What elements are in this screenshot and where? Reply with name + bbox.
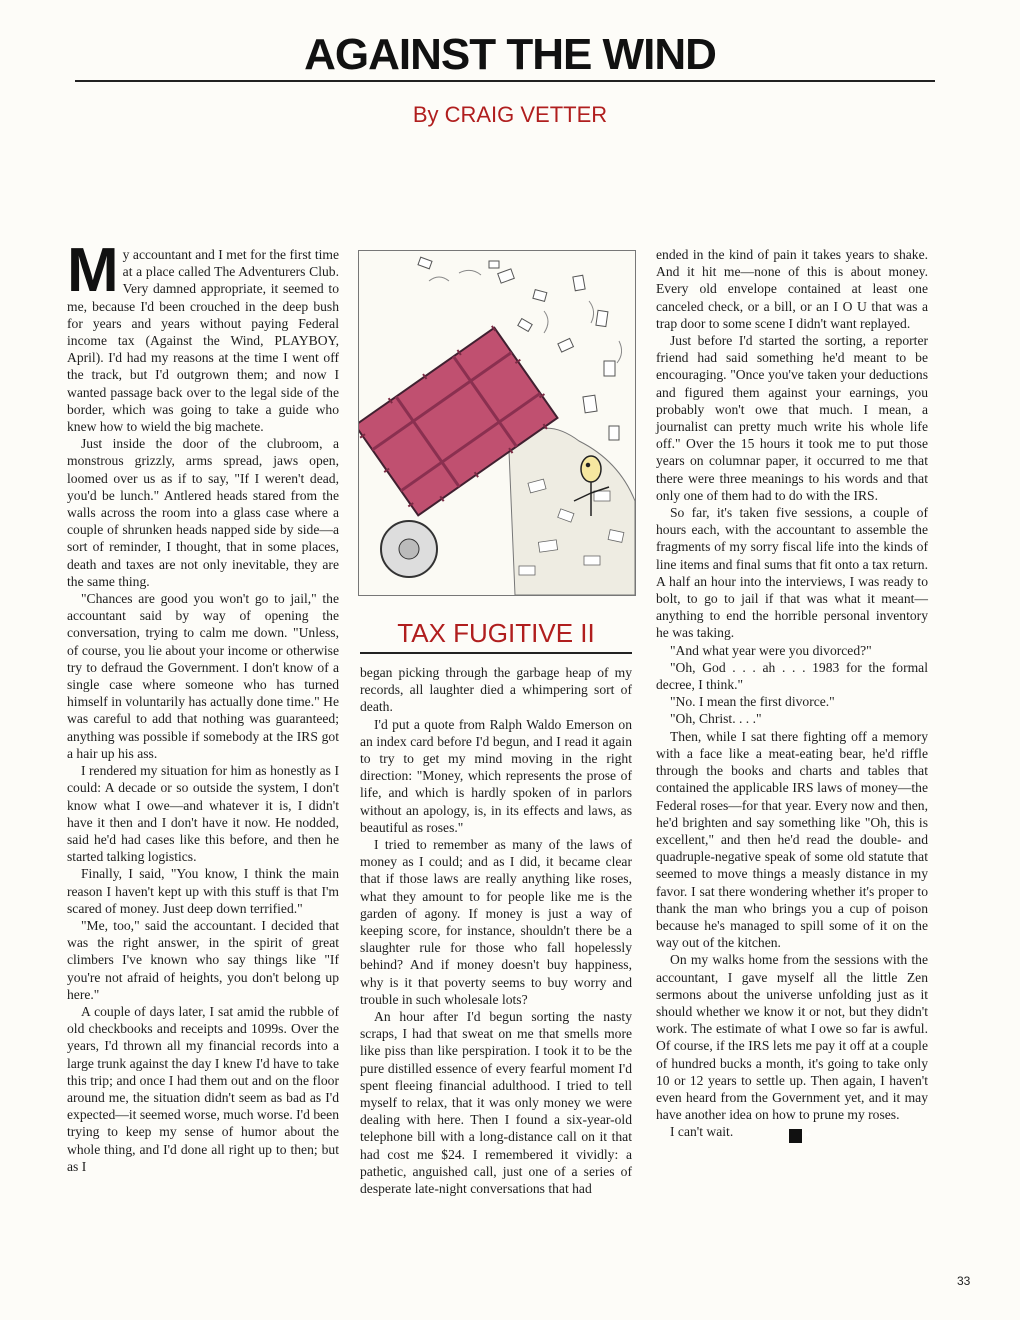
paragraph: "Chances are good you won't go to jail," the accountant said by way of opening the conversation, trying to calm me down. "Unless, of course, you lie about your income or otherwise try to defraud the Government. I don't know of a single case where someone who has turned himself in voluntarily has actually done time." He was careful to add that nothing was guaranteed; anything was possible if somebody at the IRS got a hair up his ass. [67,591,339,761]
paragraph: Just before I'd started the sorting, a reporter friend had said something he'd meant to be encouraging. "Once you've taken your deductions and figured them against your earnings, you probably won't owe that much. I mean, a journalist can pretty much write his whole life off." Over the 15 hours it took me to put those years on columnar paper, it occurred to me that there were three meanings to his words and that only one of them had to do with the IRS. [656,333,928,503]
paragraph: I rendered my situation for him as honestly as I could: A decade or so outside the system, I don't know what I owe—and whatever it is, I didn't have it then and I don't have it now. He nodded, said he'd had cases like this before, and then he started talking logistics. [67,763,339,865]
paragraph: On my walks home from the sessions with the accountant, I gave myself all the little Zen sermons about the universe unfolding just as it should whether we know it or not, but they didn't work. The estimate of what I owe so far is awful. Of course, if the IRS lets me pay it off at a couple of hundred bucks a month, it's going to take only 10 or 12 years to settle up. Then again, I haven't even heard from the Government yet, and it may have another idea on how to prune my roses. [656,952,928,1123]
page-number: 33 [957,1274,971,1288]
paragraph: "Me, too," said the accountant. I decided that was the right answer, in the spirit of great climbers I've known who say things like "If you're not afraid of heights, you don't belong up here." [67,917,339,1002]
paragraph-text: y accountant and I met for the first time at a place called The Adventurers Club. Very damned appropriate, it seemed to me, because I'd been crouched in the deep bush for years and years without paying Federal income tax (Against the Wind, PLAYBOY, April). I'd had my reasons at the time I went off the track, but I'd outgrown them; and now I wanted passage back over to the legal side of the border, which was going to take a guide who knew how to wield the big machete. [67,247,339,435]
closing-line: I can't wait. [670,1124,734,1140]
column-3 [656,246,928,1143]
paragraph: "Oh, God . . . ah . . . 1983 for the formal decree, I think." [656,659,928,693]
paragraph: An hour after I'd begun sorting the nasty scraps, I had that sweat on me that smells more like piss than like perspiration. I took it to be the pure distilled essence of every fearful moment I'd spent fleeing financial adulthood. I tried to tell myself to relax, that it was only money we were dealing with here. Then I found a six-year-old telephone bill with a long-distance call on it that had cost me $24. I remembered it vividly: a pathetic, anguished call, just one of a series of desperate late-night conversations that had [360,1009,632,1197]
end-mark-icon: ✷ [789,1129,802,1143]
paragraph [67,236,339,435]
paragraph: A couple of days later, I sat amid the rubble of old checkbooks and receipts and 1099s. Over the years, I'd thrown all my financial records into a large trunk against the day I knew I'd have to take this trip; and once I had them out and on the floor around me, the situation didn't seem as bad as I'd expected—it seemed worse, much worse. I'd been trying to keep my sense of humor about the whole thing, and I'd done all right up to then; but as I [67,1003,339,1174]
column-2 [360,664,632,1197]
paragraph: "No. I mean the first divorce." [670,694,835,710]
illustration-drawing [359,251,635,595]
title-rule [75,80,935,82]
paragraph: began picking through the garbage heap of my records, all laughter died a whimpering sort of death. [360,665,632,715]
article-title: AGAINST THE WIND [304,30,716,79]
byline: By CRAIG VETTER [412,102,608,127]
sidebar-title: TAX FUGITIVE II [397,618,595,648]
paragraph: "Oh, Christ. . . ." [670,711,762,727]
column-1 [67,236,339,1175]
paragraph: I tried to remember as many of the laws of money as I could; and as I did, it became clear that if those laws are really anything like roses, what they amount to for people like me is the garden of agony. If money is just a way of keeping score, for instance, shouldn't there be a slaughter rule for those who fall hopelessly behind? And if money doesn't buy happiness, why is it that poverty seems to buy worry and trouble in such wholesale lots? [360,837,632,1007]
paragraph: ended in the kind of pain it takes years to shake. And it hit me—none of this is about money. Every old envelope contained at least one canceled check, or a bill, or an I O U that was a trap door to some scene I didn't want replayed. [656,247,928,331]
paragraph: I'd put a quote from Ralph Waldo Emerson on an index card before I'd begun, and I read it again to try to get my mind moving in the right direction: "Money, which represents the prose of life, and which is hardly spoken of in parlors without an apology, is, in its effects and laws, as beautiful as roses." [360,716,632,835]
paragraph: So far, it's taken five sessions, a couple of hours each, with the accountant to assemble the fragments of my sorry fiscal life into the kinds of line items and final sums that fit onto a tax return. A half an hour into the interviews, I was ready to bolt, to go to jail if that was what it meant—anything to end the horrible personal inventory he was taking. [656,505,928,641]
paragraph [656,1123,928,1143]
paragraph: Just inside the door of the clubroom, a monstrous grizzly, arms spread, jaws open, loomed over us as if to say, "If I weren't dead, you'd be lunch." Antlered heads stared from the walls across the room into a glass case where a couple of shrunken heads napped side by side—a sort of reminder, I thought, that in some places, death and taxes are not only inevitable, they are the same thing. [67,436,339,589]
sidebar-rule [360,652,632,654]
drop-cap: M [67,236,119,305]
paragraph: Finally, I said, "You know, I think the main reason I haven't kept up with this stuff is that I'm scared of money. Just deep down terrified." [67,866,339,916]
paragraph: "And what year were you divorced?" [670,642,872,658]
paragraph: Then, while I sat there fighting off a memory with a face like a meat-eating bear, he'd riffle through the books and charts and tables that contained the applicable IRS laws of money—the Federal roses—for that year. Every now and then, he'd brighten and say something like "Oh, this is excellent," and then he'd read the double- and quadruple-negative speak of some old statute that seemed to move things a measly distance in my favor. I sat there wondering whether it's proper to thank the man who brings you a cup of poison because he's managed to spill some of it on the way out of the kitchen. [656,728,928,951]
illustration-trunk-papers [358,250,636,596]
